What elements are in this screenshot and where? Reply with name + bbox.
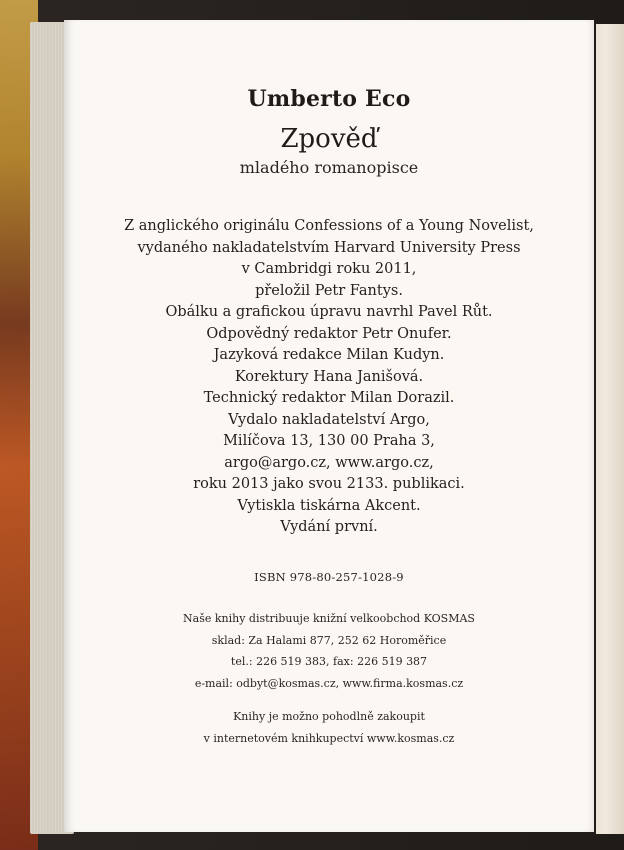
book-page	[64, 20, 594, 832]
shop-info	[64, 706, 594, 749]
author-name: Umberto Eco	[247, 86, 411, 112]
book-subtitle: mladého romanopisce	[239, 158, 419, 177]
distribution-info	[64, 608, 594, 694]
shop-line: v internetovém knihkupectví www.kosmas.cz	[203, 731, 455, 745]
colophon-line: Vytiskla tiskárna Akcent.	[237, 497, 421, 514]
colophon-line: Obálku a grafickou úpravu navrhl Pavel Růt.	[165, 304, 493, 320]
distribution-line: e-mail: odbyt@kosmas.cz, www.firma.kosmas.cz	[194, 676, 464, 690]
colophon-line: Milíčova 13, 130 00 Praha 3,	[223, 433, 435, 449]
book-title: Zpověď	[280, 124, 378, 154]
colophon-line: argo@argo.cz, www.argo.cz,	[224, 454, 434, 471]
colophon	[64, 216, 594, 539]
isbn: ISBN 978-80-257-1028-9	[254, 570, 404, 584]
distribution-line: tel.: 226 519 383, fax: 226 519 387	[230, 655, 428, 668]
shop-line: Knihy je možno pohodlně zakoupit	[233, 710, 425, 723]
distribution-line: Naše knihy distribuuje knižní velkoobchod KOSMAS	[183, 612, 475, 625]
colophon-line: roku 2013 jako svou 2133. publikaci.	[193, 476, 465, 492]
colophon-line: Vydání první.	[280, 519, 378, 535]
facing-page-edge	[596, 24, 624, 834]
colophon-line: vydaného nakladatelstvím Harvard University Press	[137, 239, 521, 256]
distribution-line: sklad: Za Halami 877, 252 62 Horoměřice	[211, 633, 447, 647]
colophon-line: přeložil Petr Fantys.	[255, 282, 403, 299]
colophon-line: Odpovědný redaktor Petr Onufer.	[206, 325, 452, 342]
colophon-line: Jazyková redakce Milan Kudyn.	[213, 347, 445, 363]
colophon-line: Korektury Hana Janišová.	[234, 368, 424, 385]
page-content	[64, 20, 594, 832]
colophon-line: Z anglického originálu Confessions of a Young Novelist,	[124, 218, 534, 234]
colophon-line: Technický redaktor Milan Dorazil.	[203, 390, 455, 406]
colophon-line: Vydalo nakladatelství Argo,	[228, 411, 430, 428]
colophon-line: v Cambridgi roku 2011,	[241, 261, 417, 277]
